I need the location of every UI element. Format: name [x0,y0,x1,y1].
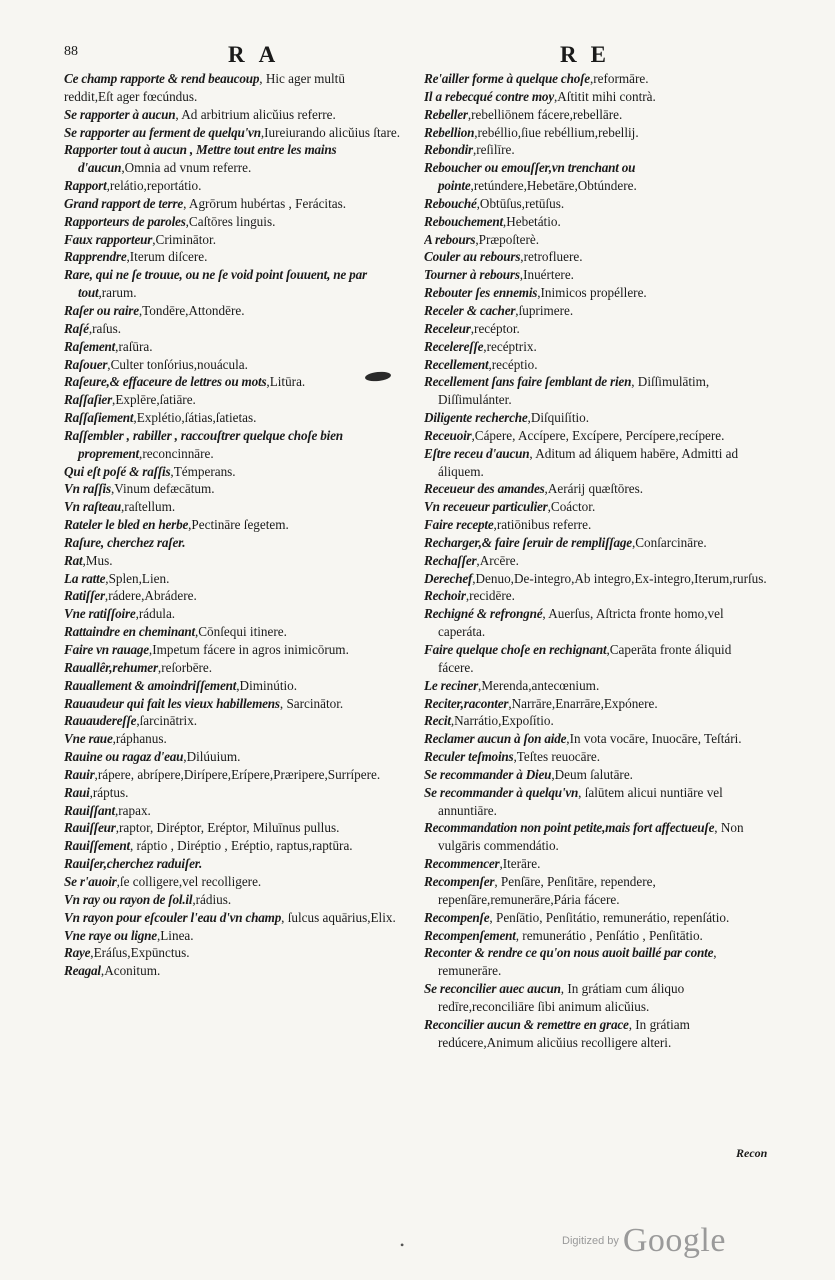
dictionary-entry [64,124,416,142]
dictionary-entry [424,284,768,302]
french-headword: Raſeure,& effaceure de lettres ou mots [64,374,267,390]
dictionary-entry [424,320,768,338]
french-headword: Rauallêr,rehumer [64,659,158,675]
dictionary-entry [64,195,416,213]
french-headword: Rat [64,552,83,568]
french-headword: Vne ratiſſoire [64,606,136,622]
latin-translation: ,Aſtitit mihi contrà. [553,88,656,104]
french-headword: Rauaudeur qui fait les vieux habillemens [64,695,280,711]
latin-translation: ,Caſtōres linguis. [185,213,276,229]
french-headword: Raſſaſier [64,392,113,408]
latin-translation: ,rapax. [114,802,151,818]
french-headword: Rauine ou ragaz d'eau [64,749,184,765]
latin-translation: ,Tondēre,Attondēre. [138,302,245,318]
dictionary-entry [424,570,768,588]
dictionary-entry [64,909,416,927]
latin-translation: , Ad arbitrium alicŭius referre. [175,106,336,122]
latin-translation: ,reſorbēre. [157,659,213,675]
latin-translation: ,Diſquiſítio. [527,410,590,426]
french-headword: Rauaudereſſe [64,713,137,729]
latin-translation: ,rádere,Abrádere. [104,588,197,604]
latin-translation: ,Mus. [82,552,113,568]
dictionary-entry [424,338,768,356]
french-headword: Vn rayon pour eſcouler l'eau d'vn champ [64,909,282,925]
latin-translation: ,Témperans. [170,463,236,479]
french-headword: Vne raye ou ligne [64,927,157,943]
french-headword: Faux rapporteur [64,231,153,247]
french-headword: La ratte [64,570,106,586]
french-headword: Derechef [424,570,473,586]
french-headword: Raſé [64,320,89,336]
french-headword: Rateler le bled en herbe [64,517,189,533]
dictionary-entry [424,106,768,124]
dictionary-entry [64,623,416,641]
latin-translation: ,Denuo,De-integro,Ab integro,Ex-integro,Iterum,rurſus. [472,570,767,586]
french-headword: Eſtre receu d'aucun [424,445,530,461]
dictionary-entry [424,784,768,820]
latin-translation: ,Merenda,antecœnium. [478,677,600,693]
dictionary-entry [424,944,768,980]
french-headword: Rebouché [424,195,477,211]
latin-translation: ,Narrátio,Expoſítio. [450,713,554,729]
dictionary-entry [424,552,768,570]
latin-translation: ,ſuprimere. [515,302,574,318]
french-headword: Rechaſſer [424,552,477,568]
french-headword: Recommencer [424,856,500,872]
french-headword: Se recommander à quelqu'vn [424,784,579,800]
latin-translation: ,Inimicos propéllere. [537,285,647,301]
dictionary-entry [424,213,768,231]
dictionary-entry [424,695,768,713]
latin-translation: ,Iterāre. [499,856,541,872]
dictionary-entry [64,70,416,88]
french-headword: Recompenſement [424,927,516,943]
latin-translation: ,ráphanus. [112,731,167,747]
dictionary-entry [64,141,416,177]
french-headword: Reculer teſmoins [424,749,514,765]
dictionary-entry [424,231,768,249]
latin-translation: , Penſāre, Penſitāre, rependere, repenſāre,remunerāre,Pária fácere. [438,873,656,907]
french-headword: Raſouer [64,356,108,372]
dictionary-entry [424,766,768,784]
dictionary-entry [64,391,416,409]
dictionary-entry [64,802,416,820]
french-headword: Rauiſſant [64,802,115,818]
french-headword: Recompenſer [424,873,495,889]
dictionary-entry [64,962,416,980]
latin-translation: ,retrofluere. [520,249,583,265]
dictionary-entry [424,980,768,1016]
page-number: 88 [64,44,78,59]
latin-translation: ,rádula. [135,606,176,622]
latin-translation: ,Vinum defæcātum. [110,481,215,497]
french-headword: Vne raue [64,731,113,747]
latin-translation: ,ſarcinātrix. [136,713,198,729]
latin-translation: ,raſtellum. [121,499,176,515]
latin-translation: ,Narrāre,Enarrāre,Expónere. [508,695,658,711]
french-headword: Le reciner [424,677,479,693]
latin-translation: ,Deum ſalutāre. [551,766,633,782]
french-headword: Recelereſſe [424,338,484,354]
latin-translation: , remunerátio , Penſátio , Penſitātio. [515,927,703,943]
latin-translation: ,rebelliōnem fácere,rebellāre. [467,106,623,122]
dictionary-entry [64,480,416,498]
dictionary-entry [424,587,768,605]
latin-translation: ,raſus. [88,320,122,336]
french-headword: Reagal [64,963,101,979]
french-headword: Se rapporter à aucun [64,106,176,122]
dictionary-entry [64,266,416,302]
latin-translation: ,In vota vocāre, Inuocāre, Teſtári. [566,731,742,747]
french-headword: A rebours [424,231,476,247]
dictionary-entry [424,534,768,552]
dictionary-entry [424,141,768,159]
latin-translation: ,Teſtes reuocāre. [513,749,601,765]
bottom-mark: • [400,1238,405,1252]
dictionary-entry [64,748,416,766]
latin-translation: , Agrōrum hubértas , Ferácitas. [183,195,347,211]
dictionary-entry [424,748,768,766]
latin-translation: ,Dilúuium. [183,749,241,765]
latin-translation: ,Criminātor. [152,231,216,247]
french-headword: Reboucher ou emouſſer,vn trenchant ou pointe [424,160,636,194]
dictionary-entry [64,855,416,873]
latin-translation: ,Explēre,ſatiāre. [112,392,196,408]
left-column [64,70,416,980]
dictionary-entry [424,909,768,927]
latin-translation: ,Impetum fácere in agros inimicōrum. [148,642,349,657]
latin-translation: ,Inuértere. [519,267,574,283]
latin-translation: , Non vulgāris commendátio. [438,820,744,854]
french-headword: Reconcilier aucun & remettre en grace [424,1016,629,1032]
dictionary-entry [424,356,768,374]
dictionary-entry [64,338,416,356]
french-headword: Se r'auoir [64,873,117,889]
latin-translation: ,raſūra. [115,338,153,354]
dictionary-entry [64,819,416,837]
dictionary-entry [424,873,768,909]
latin-translation: , ráptio , Diréptio , Eréptio, raptus,raptūra. [129,838,353,854]
latin-translation: ,Aconitum. [100,963,161,979]
dictionary-entry [64,356,416,374]
french-headword: Vn ray ou rayon de ſol.il [64,891,193,907]
latin-translation: ,Cōnſequi itinere. [194,624,287,640]
latin-translation: ,Præpoſterè. [475,231,540,247]
dictionary-entry [424,195,768,213]
french-headword: Raui [64,784,90,800]
dictionary-entry [424,248,768,266]
french-headword: Se rapporter au ferment de quelqu'vn [64,124,261,140]
french-headword: Il a rebecqué contre moy [424,88,554,104]
latin-translation: ,Explétio,ſátias,ſatietas. [133,410,257,426]
french-headword: Rauallement & amoindriſſement [64,677,237,693]
french-headword: Rebellion [424,124,475,140]
dictionary-entry [64,891,416,909]
running-head-right: RE [560,42,620,67]
latin-translation: ,ſe colligere,vel recolligere. [116,873,262,889]
dictionary-entry [424,605,768,641]
dictionary-entry [424,855,768,873]
latin-translation: , Diſſimulātim, Diſſimulánter. [438,374,710,408]
dictionary-entry [64,106,416,124]
dictionary-entry [424,373,768,409]
dictionary-entry [64,730,416,748]
watermark-prefix: Digitized by [562,1235,619,1247]
french-headword: Receueur des amandes [424,481,545,497]
dictionary-entry [64,231,416,249]
dictionary-entry [424,302,768,320]
french-headword: Rauiſer,cherchez raduiſer. [64,856,203,872]
french-headword: Receleur [424,320,471,336]
dictionary-entry [64,837,416,855]
latin-translation: ,ráptus. [89,784,129,800]
dictionary-entry [64,570,416,588]
latin-translation: ,Aerárij quæſtōres. [544,481,644,497]
latin-translation: ,Pectināre ſegetem. [188,517,289,533]
running-head-left: RA [228,42,290,67]
latin-translation: ,Obtūſus,retūſus. [476,195,565,211]
latin-translation: ,Cápere, Accípere, Excípere, Percípere,recípere. [471,427,725,443]
french-headword: Rauiſſeur [64,820,116,836]
dictionary-entry [64,409,416,427]
latin-translation: , ſalūtem alicui nuntiāre vel annuntiāre. [438,784,723,818]
french-headword: Faire vn rauage [64,642,149,657]
dictionary-entry [424,480,768,498]
dictionary-entry [424,819,768,855]
latin-translation: , Sarcinātor. [279,695,344,711]
latin-translation: ,recéptio. [488,356,538,372]
latin-translation: ,ratiōnibus referre. [493,517,592,533]
latin-translation: , In grátiam cum áliquo redīre,reconciliāre ſibi animum alicŭius. [438,981,685,1014]
latin-translation: ,reconcinnāre. [139,445,214,461]
french-headword: Se reconcilier auec aucun [424,981,561,997]
french-headword: Rapport [64,178,107,194]
dictionary-entry [64,873,416,891]
french-headword: Faire quelque choſe en rechignant [424,642,607,657]
french-headword: Grand rapport de terre [64,195,184,211]
dictionary-entry [64,427,416,463]
latin-translation: ,Hebetátio. [502,213,561,229]
latin-translation: ,Arcēre. [476,552,519,568]
french-headword: Recit [424,713,451,729]
dictionary-entry [424,124,768,142]
dictionary-entry [424,730,768,748]
latin-translation: ,rápere, abrípere,Dirípere,Erípere,Præripere,Surrípere. [94,766,381,782]
latin-translation: ,Coáctor. [547,499,596,515]
dictionary-entry [64,766,416,784]
latin-translation: ,recéptrix. [483,338,537,354]
french-headword: Rebondir [424,142,473,158]
dictionary-entry [64,712,416,730]
french-headword: Reclamer aucun à ſon aide [424,731,567,747]
latin-translation: ,reformāre. [589,71,649,86]
latin-translation: ,Caperāta fronte áliquid fácere. [438,642,732,675]
french-headword: Se recommander à Dieu [424,766,552,782]
latin-translation: ,Splen,Lien. [105,570,170,586]
french-headword: Reconter & rendre ce qu'on nous auoit baillé par conte [424,945,714,961]
french-headword: Receler & cacher [424,302,516,318]
dictionary-entry [424,1016,768,1052]
latin-translation: ,Culter tonſórius,nouácula. [107,356,248,372]
google-logo-icon: Google [622,1222,726,1259]
french-headword: Recharger,& faire ſeruir de rempliſſage [424,534,632,550]
french-headword: Ratiſſer [64,588,105,604]
dictionary-entry [424,70,768,88]
french-headword: Recommandation non point petite,mais fort affectueuſe [424,820,715,836]
french-headword: Rechigné & refrongné [424,606,543,622]
dictionary-entry [64,302,416,320]
french-headword: Vn receueur particulier [424,499,548,515]
french-headword: Reciter,raconter [424,695,509,711]
french-headword: Raſer ou raire [64,302,139,318]
catchword: Recon [736,1146,768,1160]
french-headword: Rapprendre [64,249,127,265]
french-headword: Diligente recherche [424,410,528,426]
dictionary-entry [64,498,416,516]
french-headword: Rauiſſement [64,838,130,854]
dictionary-entry [424,409,768,427]
dictionary-entry [64,641,416,659]
french-headword: Raſſaſiement [64,410,134,426]
latin-translation: , Penſātio, Penſitátio, remunerátio, repenſátio. [489,909,730,925]
dictionary-entry [424,88,768,106]
latin-translation: ,retúndere,Hebetāre,Obtúndere. [470,178,637,194]
dictionary-entry [64,463,416,481]
french-headword: Rauir [64,766,95,782]
dictionary-entry [424,927,768,945]
dictionary-entry [64,516,416,534]
latin-translation: ,Diminútio. [236,677,298,693]
french-headword: Rattaindre en cheminant [64,624,195,640]
dictionary-entry [64,605,416,623]
latin-translation: ,Linea. [156,927,194,943]
dictionary-entry [64,177,416,195]
latin-translation: ,Eráſus,Expūnctus. [90,945,190,961]
latin-translation: , Hic ager multū [259,71,345,86]
dictionary-entry [424,498,768,516]
latin-translation: ,rádius. [192,891,232,907]
dictionary-entry [64,784,416,802]
french-headword: Vn raſteau [64,499,121,515]
french-headword: Receuoir [424,427,472,443]
french-headword: Re'ailler forme à quelque choſe [424,71,590,86]
latin-translation: ,Omnia ad vnum referre. [121,160,252,176]
french-headword: Rechoir [424,588,466,604]
french-headword: Rebouter ſes ennemis [424,285,538,301]
latin-translation: ,Conſarcināre. [631,534,707,550]
dictionary-entry [424,445,768,481]
dictionary-entry [424,677,768,695]
dictionary-entry [64,587,416,605]
french-headword: Couler au rebours [424,249,521,265]
french-headword: Raſſembler , rabiller , raccouſtrer quelque choſe bien proprement [64,427,343,461]
french-headword: Raſement [64,338,116,354]
digitized-watermark [562,1222,726,1260]
french-headword: Rapporteurs de paroles [64,213,186,229]
latin-translation: , In grátiam redúcere,Animum alicŭius recolligere alteri. [438,1016,690,1050]
dictionary-entry [64,373,416,391]
french-headword: Recellement ſans faire ſemblant de rien [424,374,632,390]
french-headword: Rare, qui ne ſe trouue, ou ne ſe void point ſouuent, ne par tout [64,267,367,301]
dictionary-entry [64,88,416,106]
french-headword: Tourner à rebours [424,267,520,283]
latin-translation: ,Iureiurando alicŭius ſtare. [260,124,401,140]
latin-translation: ,reſilīre. [472,142,515,158]
dictionary-entry [64,320,416,338]
french-headword: Raye [64,945,91,961]
dictionary-entry [64,659,416,677]
latin-translation: , remunerāre. [438,945,717,979]
french-headword: Rebeller [424,106,468,122]
latin-translation: ,rarum. [98,285,137,301]
latin-translation: ,Iterum diſcere. [126,249,208,265]
french-headword: Ce champ rapporte & rend beaucoup [64,71,260,86]
french-headword: Faire recepte [424,517,494,533]
french-headword: Recompenſe [424,909,490,925]
dictionary-entry [64,944,416,962]
latin-translation: ,recidēre. [465,588,515,604]
dictionary-entry [424,266,768,284]
french-headword: Vn raſſis [64,481,111,497]
latin-translation: , Auerſus, Aſtricta fronte homo,vel caperáta. [438,606,724,640]
french-headword: Raſure, cherchez raſer. [64,534,186,550]
french-headword: Qui eſt poſé & raſſis [64,463,171,479]
latin-translation: ,Litūra. [266,374,306,390]
latin-translation: ,raptor, Diréptor, Eréptor, Miluīnus pullus. [115,820,340,836]
french-headword: Rapporter tout à aucun , Mettre tout entre les mains d'aucun [64,142,337,176]
dictionary-entry [424,427,768,445]
dictionary-entry [64,534,416,552]
latin-translation: , ſulcus aquārius,Elix. [281,909,396,925]
latin-translation: reddit,Eſt ager fœcúndus. [64,88,198,104]
latin-translation: ,rebéllio,ſiue rebéllium,rebellij. [474,124,639,140]
dictionary-entry [424,516,768,534]
french-headword: Recellement [424,356,489,372]
french-headword: Rebouchement [424,213,503,229]
dictionary-entry [424,159,768,195]
dictionary-entry [64,695,416,713]
dictionary-entry [64,213,416,231]
dictionary-entry [64,927,416,945]
right-column [424,70,768,1051]
latin-translation: ,relátio,reportátio. [106,178,202,194]
dictionary-entry [424,712,768,730]
dictionary-entry [64,248,416,266]
dictionary-entry [64,552,416,570]
dictionary-entry [424,641,768,677]
latin-translation: , Aditum ad áliquem habēre, Admitti ad áliquem. [438,445,739,479]
dictionary-entry [64,677,416,695]
latin-translation: ,recéptor. [470,320,520,336]
